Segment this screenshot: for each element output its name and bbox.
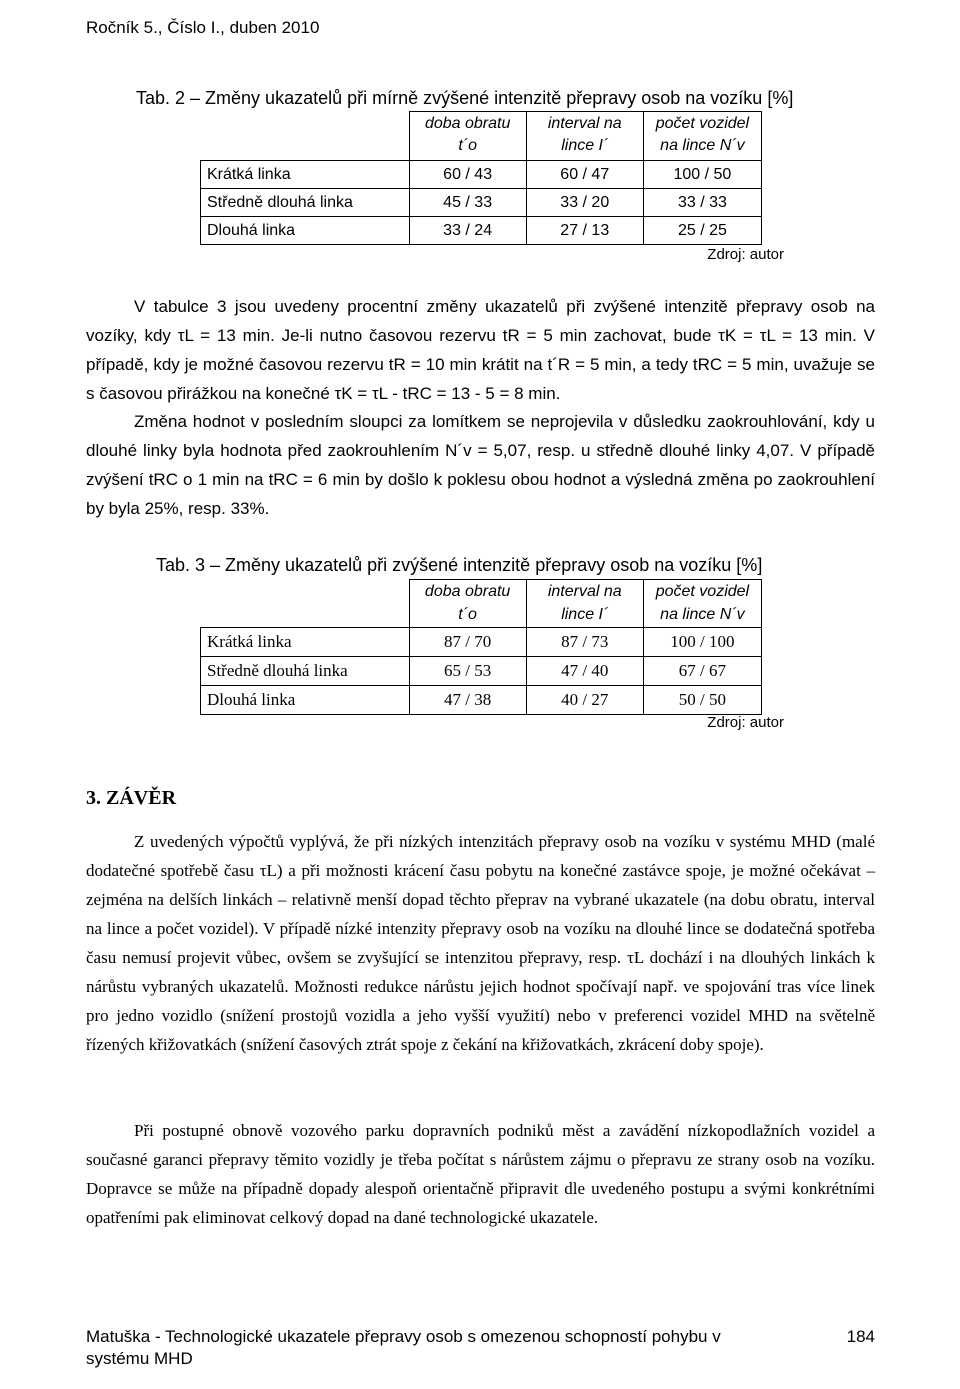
table-cell: 45 / 33 [409, 189, 526, 217]
paragraph-conclusion-2: Při postupné obnově vozového parku dopravních podniků měst a zavádění nízkopodlažních vozidel a současné garanci přepravy těmito vozidly je třeba počítat s nárůstem zájmu o přepravu ze strany osob na vozíku. Dopravce se může na případně dopady alespoň orientačně připravit dle uvedeného postupu a svými konkrétními opatřeními pak eliminovat celkový dopad na dané technologické ukazatele. [86, 1121, 875, 1227]
header-cell-vehicles: počet vozidel na lince N´v [643, 112, 761, 161]
table-cell: 60 / 43 [409, 161, 526, 189]
table-cell: 100 / 100 [643, 628, 761, 657]
header-cell-turnaround: doba obratu t´o [409, 580, 526, 628]
running-header: Ročník 5., Číslo I., duben 2010 [86, 18, 320, 37]
table-row [201, 657, 762, 686]
header-cell-vehicles: počet vozidel na lince N´v [643, 580, 761, 628]
table-cell: 87 / 73 [526, 628, 643, 657]
page-footer [86, 1326, 875, 1370]
table2 [200, 111, 762, 245]
table-cell: 33 / 24 [409, 217, 526, 245]
table-cell: 67 / 67 [643, 657, 761, 686]
page-number: 184 [846, 1327, 875, 1346]
header-cell-interval: interval na lince I´ [526, 112, 643, 161]
table-cell: 33 / 33 [643, 189, 761, 217]
footer-title: Matuška - Technologické ukazatele přepravy osob s omezenou schopností pohybu v systému MHD [86, 1327, 721, 1368]
row-label: Krátká linka [201, 628, 410, 657]
table-row [201, 161, 762, 189]
table-header-row [201, 112, 762, 161]
paragraph-conclusion-1: Z uvedených výpočtů vyplývá, že při nízkých intenzitách přepravy osob na vozíku v systému MHD (malé dodatečné spotřebě času τL) a při možnosti krácení času pobytu na konečné zastávce spoje, je možné očekávat – zejména na delších linkách – relativně menší dopad těchto přeprav na vybrané ukazatele (na dobu obratu, interval na lince a počet vozidel). V případě nízké intenzity přepravy osob na vozíku na dlouhé lince se dodatečná spotřeba času nemusí projevit vůbec, ovšem se zvyšující se intenzitou přepravy, resp. τL dochází i na dlouhých linkách k nárůstu vybraných ukazatelů. Možnosti redukce nárůstu jejich hodnot spočívají např. ve spojování tras více linek pro jedno vozidlo (snížení prostojů vozidla a jeho vyšší využití) nebo v preferenci vozidel MHD na světelně řízených křižovatkách (snížení časových ztrát spoje z čekání na křižovatkách, zkrácení doby spoje). [86, 832, 875, 1054]
row-label: Krátká linka [201, 161, 410, 189]
table-cell: 47 / 38 [409, 686, 526, 715]
table3 [200, 579, 762, 715]
table-row [201, 217, 762, 245]
table3-source: Zdroj: autor [707, 714, 784, 731]
row-label: Dlouhá linka [201, 686, 410, 715]
table-row [201, 686, 762, 715]
section-heading-conclusion: 3. ZÁVĚR [86, 787, 177, 809]
table-row [201, 628, 762, 657]
table-cell: 50 / 50 [643, 686, 761, 715]
table-cell: 25 / 25 [643, 217, 761, 245]
table-corner-cell [201, 580, 410, 628]
paragraph-rounding-note: Změna hodnot v posledním sloupci za lomítkem se neprojevila v důsledku zaokrouhlování, kdy u dlouhé linky byla hodnota před zaokrouhlením N´v = 5,07, resp. u středně dlouhé linky 4,07. V případě zvýšení tRC o 1 min na tRC = 6 min by došlo k poklesu obou hodnot a výsledná změna po zaokrouhlení by byla 25%, resp. 33%. [86, 412, 875, 518]
row-label: Středně dlouhá linka [201, 189, 410, 217]
table-row [201, 189, 762, 217]
row-label: Středně dlouhá linka [201, 657, 410, 686]
table-cell: 27 / 13 [526, 217, 643, 245]
row-label: Dlouhá linka [201, 217, 410, 245]
table-corner-cell [201, 112, 410, 161]
table3-caption: Tab. 3 – Změny ukazatelů při zvýšené intenzitě přepravy osob na vozíku [%] [156, 555, 763, 575]
table-cell: 60 / 47 [526, 161, 643, 189]
table2-caption: Tab. 2 – Změny ukazatelů při mírně zvýšené intenzitě přepravy osob na vozíku [%] [136, 88, 794, 108]
paragraph-table3-intro: V tabulce 3 jsou uvedeny procentní změny ukazatelů při zvýšené intenzitě přepravy osob na vozíky, kdy τL = 13 min. Je-li nutno časovou rezervu tR = 5 min zachovat, bude τK = τL = 13 min. V případě, kdy je možné časovou rezervu tR = 10 min krátit na t´R = 5 min, a tedy tRC = 5 min, uvažuje se s časovou přirážkou na konečné τK = τL - tRC = 13 - 5 = 8 min. [86, 297, 875, 403]
header-cell-interval: interval na lince I´ [526, 580, 643, 628]
table-cell: 47 / 40 [526, 657, 643, 686]
table-cell: 40 / 27 [526, 686, 643, 715]
table-cell: 33 / 20 [526, 189, 643, 217]
table-cell: 100 / 50 [643, 161, 761, 189]
table-cell: 87 / 70 [409, 628, 526, 657]
table2-source: Zdroj: autor [707, 246, 784, 263]
header-cell-turnaround: doba obratu t´o [409, 112, 526, 161]
table-header-row [201, 580, 762, 628]
table-cell: 65 / 53 [409, 657, 526, 686]
